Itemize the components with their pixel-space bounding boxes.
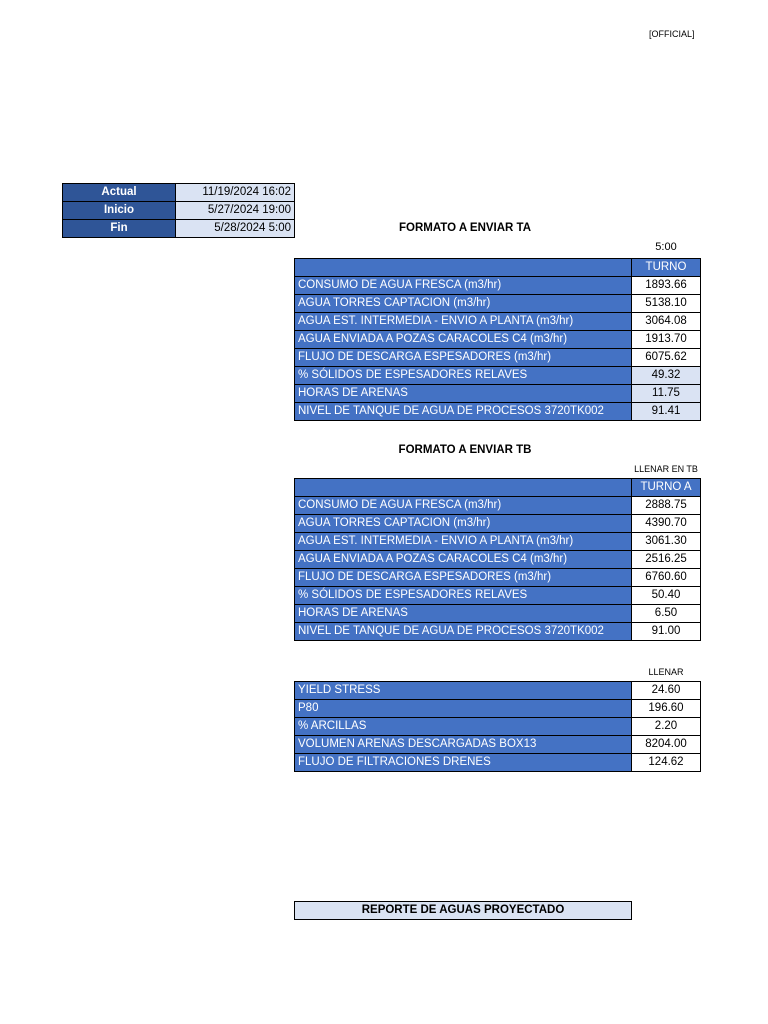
row-label: VOLUMEN ARENAS DESCARGADAS BOX13 [295, 736, 632, 754]
ta-table [294, 258, 701, 421]
table-row [295, 718, 701, 736]
row-value[interactable]: 49.32 [632, 367, 701, 385]
row-label: AGUA EST. INTERMEDIA - ENVIO A PLANTA (m3/hr) [295, 313, 632, 331]
table-row [295, 533, 701, 551]
row-value[interactable]: 1913.70 [632, 331, 701, 349]
table-row [295, 623, 701, 641]
table-row [295, 700, 701, 718]
date-value[interactable]: 11/19/2024 16:02 [176, 184, 295, 202]
row-label: % ARCILLAS [295, 718, 632, 736]
table-row [295, 295, 701, 313]
row-value[interactable]: 11.75 [632, 385, 701, 403]
table-row [63, 202, 295, 220]
table-row [295, 754, 701, 772]
report-title: REPORTE DE AGUAS PROYECTADO [294, 901, 632, 920]
row-label: AGUA TORRES CAPTACION (m3/hr) [295, 295, 632, 313]
extra-note: LLENAR [648, 667, 684, 677]
row-label: HORAS DE ARENAS [295, 605, 632, 623]
date-label: Inicio [63, 202, 176, 220]
tb-title: FORMATO A ENVIAR TB [398, 444, 532, 456]
row-value[interactable]: 3064.08 [632, 313, 701, 331]
row-label: FLUJO DE DESCARGA ESPESADORES (m3/hr) [295, 569, 632, 587]
row-value[interactable]: 24.60 [632, 682, 701, 700]
table-row [295, 682, 701, 700]
row-label: FLUJO DE DESCARGA ESPESADORES (m3/hr) [295, 349, 632, 367]
table-row [295, 385, 701, 403]
row-label: NIVEL DE TANQUE DE AGUA DE PROCESOS 3720TK002 [295, 403, 632, 421]
header-blank [295, 479, 632, 497]
row-value[interactable]: 6.50 [632, 605, 701, 623]
tb-col-header: TURNO A [632, 479, 701, 497]
official-marking: [OFFICIAL] [649, 29, 695, 39]
header-blank [295, 259, 632, 277]
row-value[interactable]: 5138.10 [632, 295, 701, 313]
table-row [295, 403, 701, 421]
row-value[interactable]: 2.20 [632, 718, 701, 736]
row-label: YIELD STRESS [295, 682, 632, 700]
ta-col-header: TURNO [632, 259, 701, 277]
table-row [63, 220, 295, 238]
row-value[interactable]: 2516.25 [632, 551, 701, 569]
date-label: Fin [63, 220, 176, 238]
table-row [295, 736, 701, 754]
table-row [295, 515, 701, 533]
table-row [295, 331, 701, 349]
row-label: AGUA ENVIADA A POZAS CARACOLES C4 (m3/hr) [295, 331, 632, 349]
row-label: FLUJO DE FILTRACIONES DRENES [295, 754, 632, 772]
row-label: P80 [295, 700, 632, 718]
row-value[interactable]: 6075.62 [632, 349, 701, 367]
table-row [295, 551, 701, 569]
row-label: CONSUMO DE AGUA FRESCA (m3/hr) [295, 497, 632, 515]
extra-table [294, 681, 701, 772]
row-label: AGUA ENVIADA A POZAS CARACOLES C4 (m3/hr) [295, 551, 632, 569]
row-label: % SÓLIDOS DE ESPESADORES RELAVES [295, 587, 632, 605]
row-label: CONSUMO DE AGUA FRESCA (m3/hr) [295, 277, 632, 295]
row-label: AGUA TORRES CAPTACION (m3/hr) [295, 515, 632, 533]
row-value[interactable]: 2888.75 [632, 497, 701, 515]
row-label: % SÓLIDOS DE ESPESADORES RELAVES [295, 367, 632, 385]
table-row [295, 587, 701, 605]
date-value[interactable]: 5/27/2024 19:00 [176, 202, 295, 220]
dates-table [62, 183, 295, 238]
tb-table [294, 478, 701, 641]
ta-title: FORMATO A ENVIAR TA [398, 222, 532, 234]
row-value[interactable]: 4390.70 [632, 515, 701, 533]
table-row [63, 184, 295, 202]
ta-time: 5:00 [655, 241, 677, 253]
row-value[interactable]: 50.40 [632, 587, 701, 605]
row-value[interactable]: 8204.00 [632, 736, 701, 754]
table-row [295, 605, 701, 623]
row-value[interactable]: 6760.60 [632, 569, 701, 587]
table-header-row [295, 259, 701, 277]
table-row [295, 367, 701, 385]
tb-note: LLENAR EN TB [634, 464, 698, 474]
date-value[interactable]: 5/28/2024 5:00 [176, 220, 295, 238]
row-value[interactable]: 3061.30 [632, 533, 701, 551]
table-row [295, 313, 701, 331]
row-label: AGUA EST. INTERMEDIA - ENVIO A PLANTA (m3/hr) [295, 533, 632, 551]
row-value[interactable]: 1893.66 [632, 277, 701, 295]
table-row [295, 497, 701, 515]
table-row [295, 277, 701, 295]
table-row [295, 349, 701, 367]
table-row [295, 569, 701, 587]
date-label: Actual [63, 184, 176, 202]
table-header-row [295, 479, 701, 497]
row-value[interactable]: 124.62 [632, 754, 701, 772]
row-value[interactable]: 91.00 [632, 623, 701, 641]
row-label: NIVEL DE TANQUE DE AGUA DE PROCESOS 3720TK002 [295, 623, 632, 641]
row-value[interactable]: 91.41 [632, 403, 701, 421]
row-value[interactable]: 196.60 [632, 700, 701, 718]
row-label: HORAS DE ARENAS [295, 385, 632, 403]
